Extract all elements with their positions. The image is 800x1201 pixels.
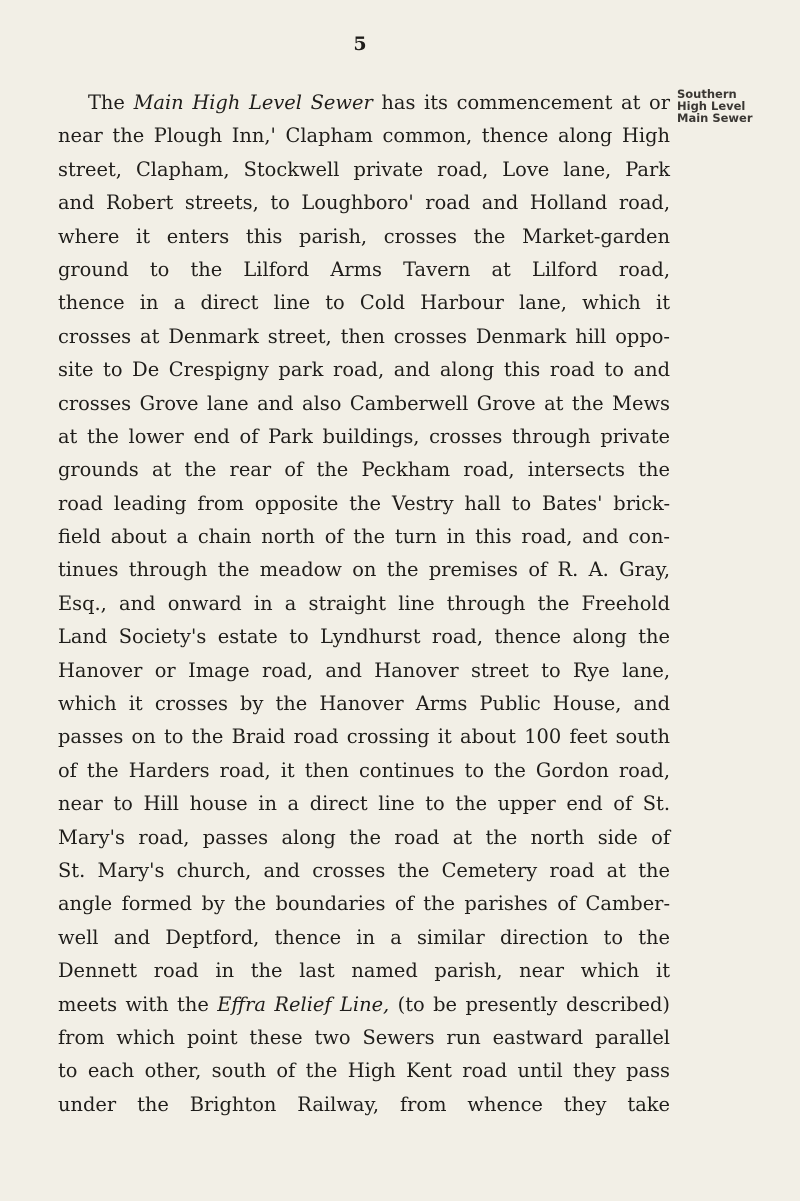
text-line: crosses Grove lane and also Camberwell Grove at the Mews [58, 391, 670, 415]
text-line: near to Hill house in a direct line to the upper end of St. [58, 792, 670, 816]
text-line: near the Plough Inn,' Clapham common, thence along High [58, 124, 670, 148]
sewer-name-italic: Main High Level Sewer [133, 91, 373, 114]
text-line: crosses at Denmark street, then crosses Denmark hill oppo- [58, 324, 670, 348]
text-line: Esq., and onward in a straight line through the Freehold [58, 591, 670, 615]
text-line: road leading from opposite the Vestry hall to Bates' brick- [58, 491, 670, 515]
margin-note-line: Southern [677, 87, 737, 101]
text-line: tinues through the meadow on the premises of R. A. Gray, [58, 558, 670, 582]
text-line: under the Brighton Railway, from whence they take [58, 1092, 670, 1116]
text-line: ground to the Lilford Arms Tavern at Lilford road, [58, 257, 670, 281]
effra-relief-line-italic: Effra Relief Line, [217, 992, 390, 1016]
body-paragraph [58, 86, 670, 1121]
text-line: Land Society's estate to Lyndhurst road, thence along the [58, 625, 670, 649]
text-line [58, 988, 670, 1021]
text-line: grounds at the rear of the Peckham road, intersects the [58, 458, 670, 482]
margin-note-line: High Level [677, 99, 746, 113]
text-line: Dennett road in the last named parish, near which it [58, 959, 670, 983]
text-line: field about a chain north of the turn in this road, and con- [58, 525, 670, 549]
text-line: where it enters this parish, crosses the Market-garden [58, 224, 670, 248]
text-line [58, 86, 670, 119]
text-line: site to De Crespigny park road, and along this road to and [58, 358, 670, 382]
text-run: The [88, 91, 134, 114]
margin-note-line: Main Sewer [677, 111, 753, 125]
text-run: (to be presently described) [389, 992, 670, 1016]
text-line: at the lower end of Park buildings, crosses through private [58, 424, 670, 448]
text-line: well and Deptford, thence in a similar direction to the [58, 925, 670, 949]
text-line: thence in a direct line to Cold Harbour lane, which it [58, 291, 670, 315]
page-number: 5 [353, 33, 367, 55]
text-run: meets with the [58, 992, 218, 1016]
text-line: street, Clapham, Stockwell private road, Love lane, Park [58, 157, 670, 181]
text-line: to each other, south of the High Kent road until they pass [58, 1059, 670, 1083]
margin-note [677, 88, 787, 124]
text-line: angle formed by the boundaries of the parishes of Camber- [58, 892, 670, 916]
text-line: which it crosses by the Hanover Arms Public House, and [58, 692, 670, 716]
text-run: has its commencement at or [372, 91, 671, 114]
text-line: Hanover or Image road, and Hanover street to Rye lane, [58, 658, 670, 682]
text-line: St. Mary's church, and crosses the Cemetery road at the [58, 858, 670, 882]
text-line: and Robert streets, to Loughboro' road and Holland road, [58, 191, 670, 215]
text-line: from which point these two Sewers run eastward parallel [58, 1025, 670, 1049]
text-line: of the Harders road, it then continues to the Gordon road, [58, 758, 670, 782]
text-line: passes on to the Braid road crossing it about 100 feet south [58, 725, 670, 749]
text-line: Mary's road, passes along the road at the north side of [58, 825, 670, 849]
